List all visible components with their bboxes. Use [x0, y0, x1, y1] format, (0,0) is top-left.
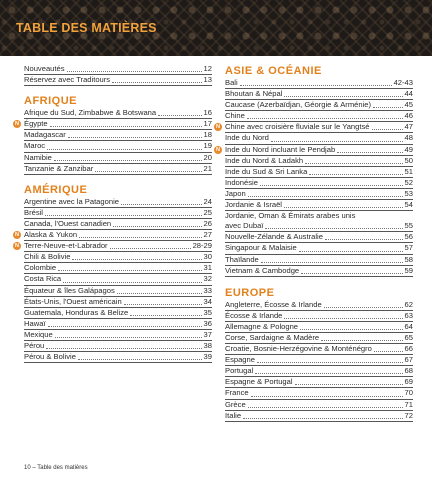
toc-entry-page: 31: [203, 263, 212, 273]
leader-dots: [248, 407, 403, 408]
toc-entry-page: 39: [203, 352, 212, 362]
toc-entry-page: 51: [404, 166, 413, 176]
header-banner: [0, 0, 432, 56]
toc-entry-title: Nouveautés: [24, 64, 65, 73]
leader-dots: [48, 326, 202, 327]
toc-entry-page: 62: [404, 299, 413, 309]
toc-entry-title: Terre-Neuve-et-Labrador: [24, 241, 108, 251]
page-footer: 10 – Table des matières: [24, 465, 88, 471]
toc-entry[interactable]: [24, 108, 212, 119]
toc-entry-title: Caucase (Azerbaïdjan, Géorgie & Arménie): [225, 100, 372, 110]
toc-entry-page: 52: [404, 177, 413, 187]
toc-entry-title: Écosse & Irlande: [225, 310, 283, 320]
leader-dots: [117, 293, 202, 294]
leader-dots: [72, 259, 201, 260]
leader-dots: [309, 174, 402, 175]
toc-entry-title: Argentine avec la Patagonie: [24, 196, 119, 206]
toc-entry[interactable]: [225, 355, 413, 366]
toc-entry[interactable]: [24, 352, 212, 363]
toc-entry-page: 25: [203, 207, 212, 217]
section-heading-amerique: AMÉRIQUE: [24, 183, 88, 196]
toc-entry[interactable]: [15, 230, 212, 241]
toc-entry[interactable]: [225, 232, 413, 243]
toc-entry-page: 20: [203, 152, 212, 162]
toc-entry[interactable]: [15, 241, 212, 252]
toc-entry-title: Maroc: [24, 141, 46, 151]
toc-entry-title: Pérou: [24, 340, 45, 350]
toc-entry[interactable]: [225, 322, 413, 333]
toc-entry[interactable]: [225, 167, 413, 178]
toc-entry[interactable]: [24, 164, 212, 175]
leader-dots: [301, 273, 402, 274]
leader-dots: [110, 248, 191, 249]
leader-dots: [247, 118, 403, 119]
new-badge-icon: N: [13, 120, 21, 128]
toc-entry[interactable]: [24, 263, 212, 274]
toc-entry-title: États-Unis, l'Ouest américain: [24, 296, 122, 306]
toc-entry[interactable]: [225, 178, 413, 189]
toc-entry-title: Colombie: [24, 263, 57, 273]
toc-entry[interactable]: [225, 400, 413, 411]
right-column: [216, 64, 413, 422]
toc-entry-title: Afrique du Sud, Zimbabwe & Botswana: [24, 108, 157, 118]
toc-entry-title: Inde du Sud & Sri Lanka: [225, 166, 308, 176]
toc-entry-page: 36: [203, 318, 212, 328]
leader-dots: [299, 251, 403, 252]
leader-dots: [284, 96, 402, 97]
leader-dots: [78, 359, 202, 360]
toc-entry[interactable]: [225, 221, 413, 232]
toc-entry-page: 13: [203, 75, 212, 85]
toc-entry-title: Égypte: [24, 119, 48, 129]
toc-entry[interactable]: [24, 130, 212, 141]
new-badge-icon: N: [214, 146, 222, 154]
section-heading-europe: EUROPE: [225, 286, 275, 299]
toc-entry-title: Corse, Sardaigne & Madère: [225, 332, 320, 342]
toc-entry[interactable]: [24, 274, 212, 285]
leader-dots: [112, 82, 201, 83]
new-badge-icon: N: [214, 123, 222, 131]
toc-entry-title: Mexique: [24, 329, 53, 339]
leader-dots: [372, 129, 403, 130]
section-heading-asie-oceanie: ASIE & OCÉANIE: [225, 65, 322, 77]
toc-entry-title: Canada, l'Ouest canadien: [24, 218, 112, 228]
toc-entry[interactable]: [24, 141, 212, 152]
leader-dots: [251, 396, 403, 397]
leader-dots: [295, 384, 403, 385]
leader-dots: [248, 196, 403, 197]
toc-entry-title: Indonésie: [225, 177, 258, 187]
leader-dots: [373, 107, 403, 108]
toc-entry-title: Équateur & îles Galápagos: [24, 285, 115, 295]
toc-entry-page: 56: [404, 232, 413, 242]
toc-entry-page: 35: [203, 307, 212, 317]
toc-entry[interactable]: [216, 144, 413, 156]
toc-entry-page: 24: [203, 196, 212, 206]
toc-entry[interactable]: [225, 377, 413, 388]
leader-dots: [300, 329, 403, 330]
leader-dots: [58, 270, 201, 271]
toc-entry-title: Chili & Bolivie: [24, 252, 71, 262]
leader-dots: [45, 215, 202, 216]
leader-dots: [95, 171, 201, 172]
toc-entry-page: 38: [203, 340, 212, 350]
toc-entry[interactable]: [225, 255, 413, 266]
toc-entry-page: 69: [404, 377, 413, 387]
toc-entry-title: Bali: [225, 78, 238, 87]
toc-entry[interactable]: [225, 189, 413, 200]
toc-entry-page: 16: [203, 108, 212, 118]
toc-entry-page: 54: [404, 200, 413, 210]
toc-entry-page: 55: [404, 221, 413, 231]
toc-entry-title: Chine: [225, 111, 245, 121]
toc-entry-title: Singapour & Malaisie: [225, 243, 297, 253]
toc-entry[interactable]: [225, 266, 413, 277]
leader-dots: [321, 340, 402, 341]
toc-entry[interactable]: [24, 330, 212, 341]
toc-entry-page: 49: [404, 144, 413, 154]
toc-entry-page: 37: [203, 329, 212, 339]
leader-dots: [324, 307, 403, 308]
toc-entry[interactable]: [24, 319, 212, 330]
toc-entry-page: 59: [404, 265, 413, 275]
toc-entry-title: Inde du Nord: [225, 133, 269, 143]
toc-entry-first-line[interactable]: [225, 211, 413, 221]
toc-entry-page: 45: [404, 100, 413, 110]
toc-entry[interactable]: [225, 243, 413, 254]
leader-dots: [68, 137, 202, 138]
toc-entry-title: Angleterre, Écosse & Irlande: [225, 299, 322, 309]
toc-entry-title: Allemagne & Pologne: [225, 321, 299, 331]
toc-entry[interactable]: [225, 411, 413, 422]
toc-entry[interactable]: [24, 153, 212, 164]
new-badge-icon: N: [13, 242, 21, 250]
toc-entry-page: 72: [404, 410, 413, 420]
leader-dots: [271, 141, 403, 142]
toc-entry[interactable]: [24, 286, 212, 297]
toc-entry[interactable]: [225, 133, 413, 144]
leader-dots: [284, 207, 403, 208]
leader-dots: [260, 185, 403, 186]
leader-dots: [113, 226, 201, 227]
toc-entry-title: Grèce: [225, 399, 246, 409]
toc-entry[interactable]: [225, 311, 413, 322]
toc-entry-page: 17: [203, 119, 212, 129]
toc-entry-title: Alaska & Yukon: [24, 230, 78, 240]
toc-entry-title: Nouvelle-Zélande & Australie: [225, 232, 323, 242]
toc-entry-page: 32: [203, 274, 212, 284]
section-heading-afrique: AFRIQUE: [24, 95, 77, 108]
toc-entry-title: Costa Rica: [24, 274, 62, 284]
toc-entry-page: 21: [203, 163, 212, 173]
leader-dots: [130, 315, 201, 316]
toc-entry-page: 47: [404, 122, 413, 132]
toc-entry[interactable]: [225, 78, 413, 89]
toc-entry-page: 50: [404, 155, 413, 165]
new-badge-icon: N: [13, 231, 21, 239]
toc-entry[interactable]: [225, 300, 413, 311]
toc-entry-title: avec Dubaï: [225, 221, 264, 231]
toc-entry-page: 18: [203, 130, 212, 140]
leader-dots: [337, 152, 402, 153]
toc-entry-title: Guatemala, Honduras & Belize: [24, 307, 129, 317]
leader-dots: [255, 373, 402, 374]
leader-dots: [325, 239, 403, 240]
leader-dots: [46, 348, 201, 349]
toc-entry-title: Réservez avec Traditours: [24, 75, 111, 85]
leader-dots: [55, 337, 202, 338]
toc-entry[interactable]: [225, 388, 413, 399]
toc-entry[interactable]: [24, 197, 212, 208]
leader-dots: [79, 237, 201, 238]
leader-dots: [158, 115, 201, 116]
leader-dots: [243, 418, 403, 419]
toc-entry-page: 58: [404, 254, 413, 264]
toc-entry-title: Brésil: [24, 207, 43, 217]
toc-entry-page: 64: [404, 321, 413, 331]
leader-dots: [50, 126, 202, 127]
leader-dots: [124, 304, 202, 305]
toc-entry[interactable]: [15, 119, 212, 130]
toc-entry-title: France: [225, 388, 249, 398]
toc-entry[interactable]: [225, 156, 413, 167]
toc-entry[interactable]: [24, 219, 212, 230]
toc-entry-page: 19: [203, 141, 212, 151]
toc-entry-page: 53: [404, 188, 413, 198]
toc-entry-page: 57: [404, 243, 413, 253]
toc-entry[interactable]: [216, 122, 413, 133]
leader-dots: [374, 351, 403, 352]
toc-entry-title: Pérou & Bolivie: [24, 352, 76, 362]
toc-entry-title: Bhoutan & Népal: [225, 89, 283, 99]
leader-dots: [261, 262, 403, 263]
toc-entry[interactable]: [225, 344, 413, 355]
toc-entry[interactable]: [24, 297, 212, 308]
toc-entry[interactable]: [225, 100, 413, 111]
toc-entry-title: Tanzanie & Zanzibar: [24, 163, 94, 173]
toc-entry[interactable]: [225, 200, 413, 211]
toc-entry[interactable]: [225, 89, 413, 100]
toc-entry-page: 65: [404, 332, 413, 342]
toc-entry-title: Croatie, Bosnie-Herzégovine & Monténégro: [225, 344, 372, 354]
leader-dots: [54, 160, 202, 161]
toc-entry-page: 46: [404, 111, 413, 121]
toc-entry-title: Jordanie & Israël: [225, 200, 282, 210]
toc-entry[interactable]: [24, 64, 212, 75]
leader-dots: [121, 204, 202, 205]
toc-entry-page: 44: [404, 89, 413, 99]
toc-entry-title: Chine avec croisière fluviale sur le Yangtsé: [225, 122, 370, 132]
toc-entry[interactable]: [225, 111, 413, 122]
toc-entry-title: Namibie: [24, 152, 52, 162]
toc-entry-title: Jordanie, Oman & Émirats arabes unis: [225, 211, 356, 221]
leader-dots: [284, 318, 402, 319]
toc-entry-title: Thaïlande: [225, 254, 259, 264]
toc-entry-title: Madagascar: [24, 130, 66, 140]
toc-entry-page: 48: [404, 133, 413, 143]
toc-entry-page: 71: [404, 399, 413, 409]
toc-entry-page: 63: [404, 310, 413, 320]
leader-dots: [257, 362, 403, 363]
leader-dots: [240, 85, 392, 86]
toc-entry-title: Espagne & Portugal: [225, 377, 293, 387]
toc-entry-title: Hawaï: [24, 318, 46, 328]
leader-dots: [265, 228, 402, 229]
toc-entry-title: Japon: [225, 188, 246, 198]
toc-entry-page: 66: [404, 344, 413, 354]
toc-entry-title: Vietnam & Cambodge: [225, 265, 300, 275]
leader-dots: [305, 163, 402, 164]
toc-entry[interactable]: [225, 333, 413, 344]
toc-entry-page: 28-29: [192, 241, 212, 251]
toc-entry-page: 34: [203, 296, 212, 306]
toc-entry-page: 12: [203, 64, 212, 73]
toc-entry-page: 67: [404, 355, 413, 365]
toc-entry-title: Espagne: [225, 355, 255, 365]
toc-entry[interactable]: [24, 75, 212, 86]
toc-entry-title: Inde du Nord & Ladakh: [225, 155, 304, 165]
toc-entry-page: 26: [203, 218, 212, 228]
toc-entry[interactable]: [24, 308, 212, 319]
leader-dots: [67, 71, 202, 72]
leader-dots: [63, 282, 201, 283]
toc-entry-title: Inde du Nord incluant le Pendjab: [225, 144, 336, 154]
toc-entry[interactable]: [24, 341, 212, 352]
leader-dots: [47, 149, 201, 150]
toc-entry-title: Portugal: [225, 366, 254, 376]
toc-entry-page: 70: [404, 388, 413, 398]
left-column: [15, 64, 212, 363]
toc-entry-page: 30: [203, 252, 212, 262]
toc-entry-page: 33: [203, 285, 212, 295]
toc-entry[interactable]: [225, 366, 413, 377]
page-title: TABLE DES MATIÈRES: [16, 21, 157, 35]
toc-entry-title: Italie: [225, 410, 242, 420]
toc-entry-page: 42-43: [393, 78, 413, 87]
toc-entry-page: 27: [203, 230, 212, 240]
toc-entry[interactable]: [24, 252, 212, 263]
toc-entry-page: 68: [404, 366, 413, 376]
toc-entry[interactable]: [24, 208, 212, 219]
